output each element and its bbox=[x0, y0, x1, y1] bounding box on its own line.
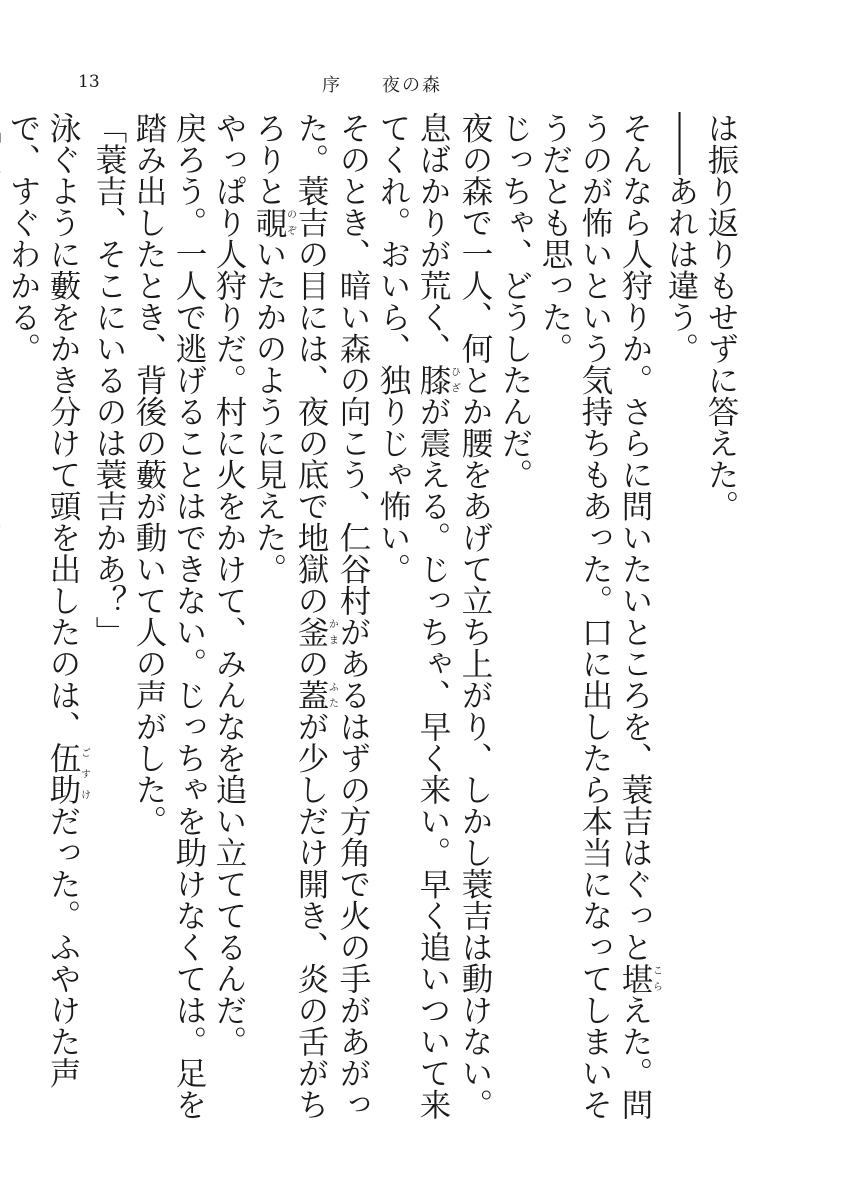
page-number: 13 bbox=[78, 72, 100, 92]
text-run: は振り返りもせずに答えた。 bbox=[703, 112, 739, 522]
paragraph bbox=[249, 112, 373, 1122]
text-run: じっちゃ、どうしたんだ。 bbox=[497, 112, 533, 490]
ruby-base: 膝 bbox=[415, 364, 451, 396]
text-run: やっぱり人狩りだ。村に火をかけて、みんなを追い立ててるんだ。 bbox=[211, 112, 247, 1057]
ruby-word bbox=[617, 962, 662, 995]
ruby-reading: こら bbox=[650, 962, 662, 994]
ruby-word bbox=[45, 742, 90, 805]
ruby-base: 釜 bbox=[293, 616, 329, 648]
paragraph bbox=[495, 112, 535, 1122]
paragraph bbox=[373, 112, 495, 1122]
paragraph bbox=[209, 112, 249, 1122]
ruby-word bbox=[415, 364, 460, 396]
text-run: いたかのように見えた。 bbox=[251, 238, 287, 585]
text-run: の bbox=[293, 647, 329, 679]
text-run: が震える。じっちゃ、早く来い。早く追いついて来てくれ。おいら、独りじゃ怖い。 bbox=[375, 112, 451, 1120]
text-run: 泳ぐように藪をかき分けて頭を出したのは、 bbox=[45, 112, 81, 742]
text-run: ――あれは違う。 bbox=[663, 112, 699, 364]
ruby-base: 蓋 bbox=[293, 679, 329, 711]
text-run: えた。問うのが怖いという気持ちもあった。口に出したら本当になってしまいそうだとも思った。 bbox=[537, 112, 653, 1120]
paragraph bbox=[3, 112, 89, 1122]
paragraph bbox=[89, 112, 129, 1122]
paragraph bbox=[701, 112, 741, 1122]
paragraph bbox=[661, 112, 701, 1122]
text-run: 夜の森で一人、何とか腰をあげて立ち上がり、しかし蓑吉は動けない。息ばかりが荒く、 bbox=[415, 112, 493, 1120]
text-run: だった。ふやけた声で、すぐわかる。 bbox=[5, 112, 81, 1089]
text-run: 戻ろう。一人で逃げることはできない。じっちゃを助けなくては。足を踏み出したとき、背後の藪が動いて人の声がした。 bbox=[131, 112, 207, 1120]
ruby-word bbox=[251, 206, 296, 239]
text-run bbox=[0, 112, 1, 711]
paragraph bbox=[535, 112, 661, 1122]
ruby-reading: ごすけ bbox=[78, 742, 90, 805]
ruby-base: 堪 bbox=[617, 962, 653, 994]
ruby-reading: かま bbox=[326, 616, 338, 648]
ruby-reading: ひざ bbox=[448, 364, 460, 396]
body-text bbox=[5, 112, 741, 1122]
text-run: 「蓑吉、そこにいるのは蓑吉かあ？」 bbox=[91, 112, 127, 648]
ruby-base: 覗 bbox=[251, 206, 287, 238]
ruby-reading: のぞ bbox=[284, 206, 296, 238]
text-run: そんなら人狩りか。さらに問いたいところを、蓑吉はぐっと bbox=[617, 112, 653, 963]
ruby-word bbox=[293, 679, 338, 711]
text-run: が少しだけ開き、炎の舌がちろりと bbox=[251, 112, 329, 1120]
paragraph bbox=[129, 112, 209, 1122]
ruby-reading: ふた bbox=[326, 679, 338, 711]
paragraph bbox=[0, 112, 3, 1122]
text-run: そのとき、暗い森の向こう、仁谷村があるはずの方角で火の手があがった。蓑吉の目には、夜の底で地獄の bbox=[293, 112, 371, 1120]
ruby-word bbox=[293, 616, 338, 648]
ruby-base: 伍助 bbox=[45, 742, 81, 805]
running-head: 序 夜の森 bbox=[322, 75, 442, 96]
